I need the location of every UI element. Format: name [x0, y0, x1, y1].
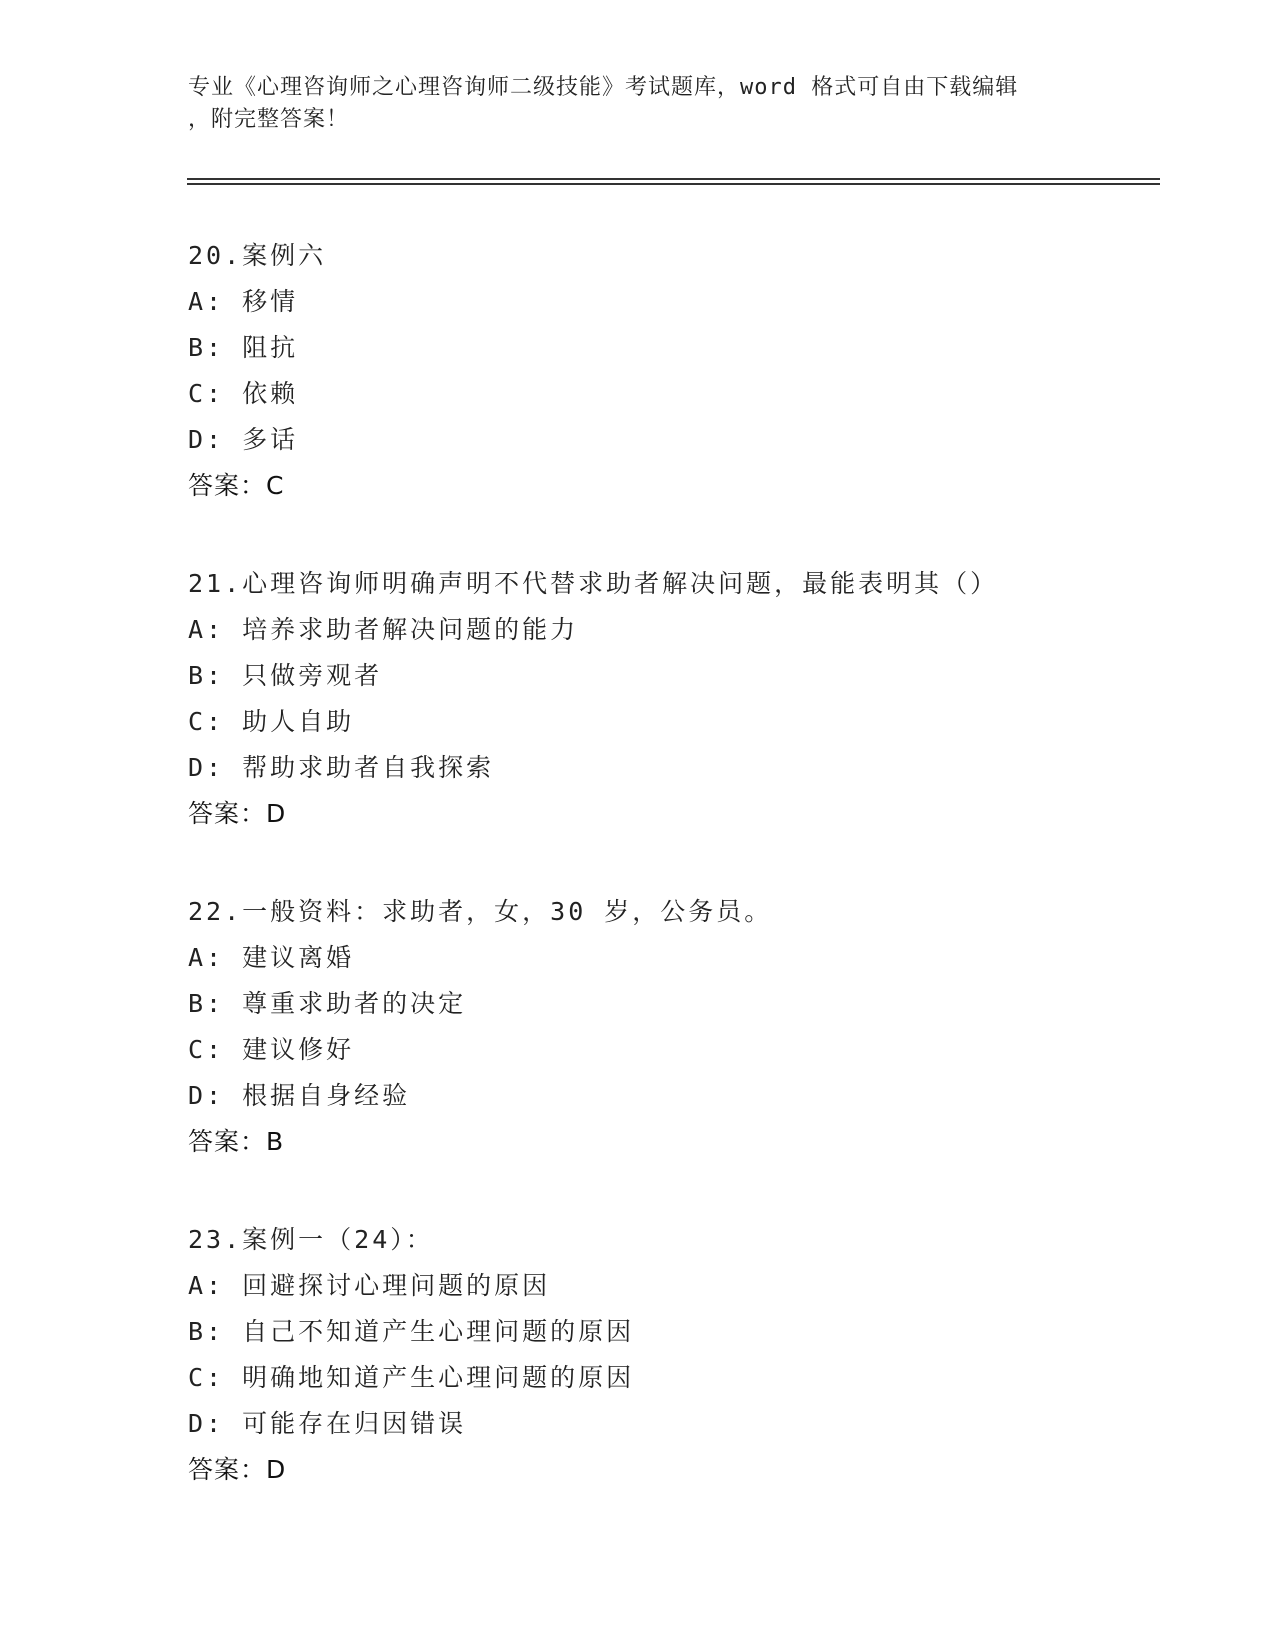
option-c: C: 助人自助 [188, 707, 355, 736]
option-a: A: 培养求助者解决问题的能力 [188, 615, 579, 644]
option-c: C: 依赖 [188, 379, 299, 408]
header-divider [187, 178, 1160, 185]
answer-line: 答案：C [188, 471, 285, 500]
question-stem: 21.心理咨询师明确声明不代替求助者解决问题，最能表明其（） [188, 569, 999, 598]
question-item [188, 561, 1188, 837]
option-a: A: 建议离婚 [188, 943, 355, 972]
option-d: D: 可能存在归因错误 [188, 1409, 467, 1438]
option-b: B: 只做旁观者 [188, 661, 383, 690]
option-b: B: 阻抗 [188, 333, 299, 362]
header-line-1: 专业《心理咨询师之心理咨询师二级技能》考试题库，word 格式可自由下载编辑 [188, 75, 1019, 100]
option-d: D: 帮助求助者自我探索 [188, 753, 495, 782]
document-header [188, 72, 1088, 136]
option-b: B: 自己不知道产生心理问题的原因 [188, 1317, 635, 1346]
question-stem: 22.一般资料：求助者，女，30 岁，公务员。 [188, 897, 773, 926]
question-list [188, 233, 1188, 1545]
option-b: B: 尊重求助者的决定 [188, 989, 467, 1018]
question-item [188, 889, 1188, 1165]
question-item [188, 1217, 1188, 1493]
option-d: D: 多话 [188, 425, 299, 454]
option-a: A: 回避探讨心理问题的原因 [188, 1271, 551, 1300]
answer-line: 答案：B [188, 1127, 285, 1156]
answer-line: 答案：D [188, 1455, 287, 1484]
option-c: C: 明确地知道产生心理问题的原因 [188, 1363, 635, 1392]
option-a: A: 移情 [188, 287, 299, 316]
answer-line: 答案：D [188, 799, 287, 828]
question-stem: 20.案例六 [188, 241, 327, 270]
header-line-2: ，附完整答案！ [188, 107, 350, 132]
option-d: D: 根据自身经验 [188, 1081, 411, 1110]
option-c: C: 建议修好 [188, 1035, 355, 1064]
question-stem: 23.案例一（24）： [188, 1225, 434, 1254]
question-item [188, 233, 1188, 509]
